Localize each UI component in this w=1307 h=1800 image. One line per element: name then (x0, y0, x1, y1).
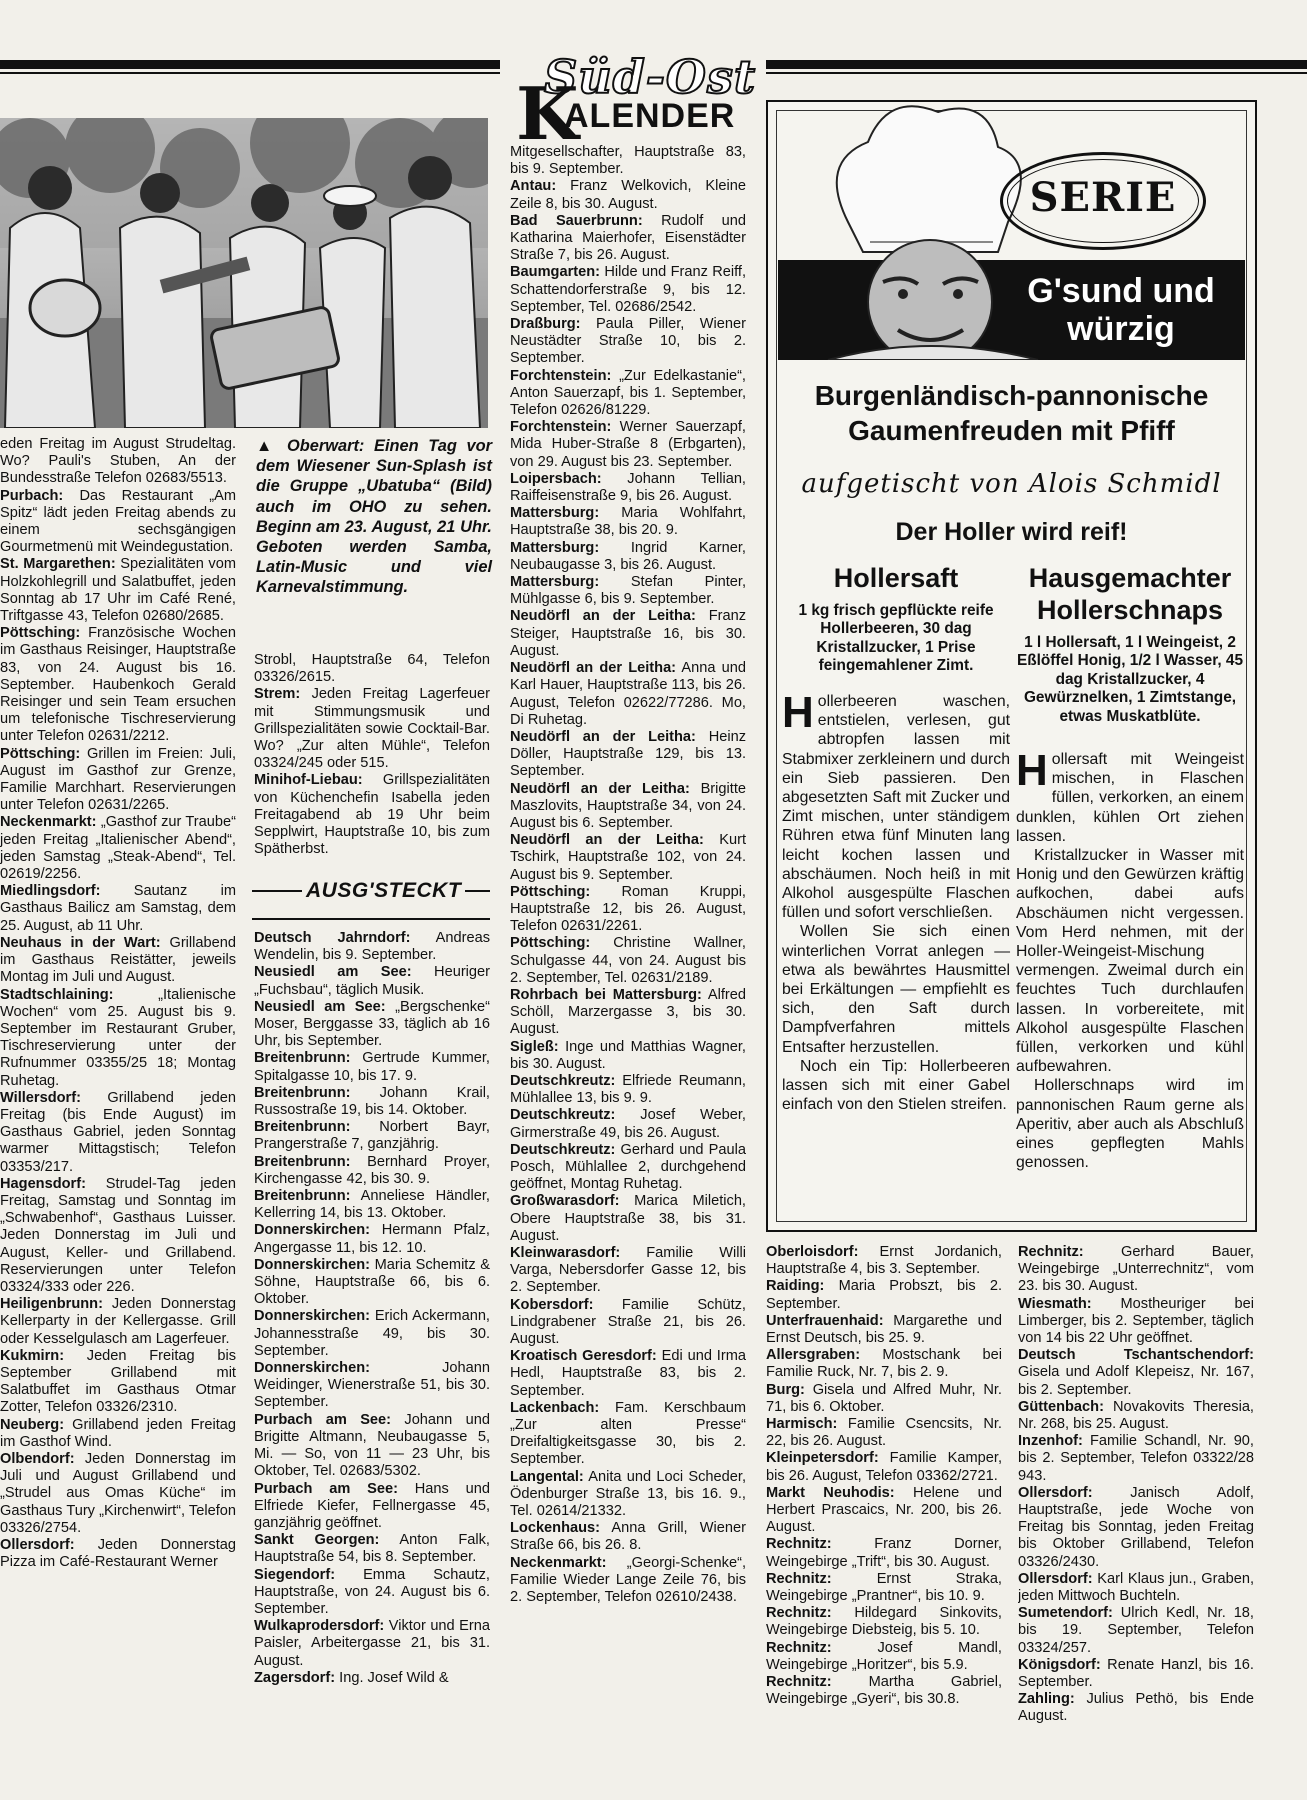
column-3-entry-24: Kleinwarasdorf: Familie Willi Varga, Nebersdorfer Gasse 12, bis 2. September. (510, 1245, 746, 1296)
column-3-entry-2: Bad Sauerbrunn: Rudolf und Katharina Maierhofer, Eisenstädter Straße 7, bis 26. August. (510, 212, 746, 264)
recipe-2-ingredients: 1 l Hollersaft, 1 l Weingeist, 2 Eßlöffel Honig, 1/2 l Wasser, 45 dag Kristallzucker, 4 Gewürznelken, 1 Zimtstange, etwas Muskatblüte. (1016, 634, 1244, 725)
column-1-entry-8: Stadtschlaining: „Italienische Wochen“ vom 25. August bis 9. September im Restaurant Gruber, Tischreservierung unter der Rufnummer 03355/25 18; Montag Ruhetag. (0, 986, 236, 1089)
column-1-entry-13: Neuberg: Grillabend jeden Freitag im Gasthof Wind. (0, 1416, 236, 1450)
column-2-lower-entry-11: Donnerskirchen: Johann Weidinger, Wienerstraße 51, bis 30. September. (254, 1360, 490, 1411)
photo-caption: ▲ Oberwart: Einen Tag vor dem Wiesener Sun-Splash ist die Gruppe „Ubatuba“ (Bild) auch im OHO zu sehen. Beginn am 23. August, 21 Uhr. Geboten werden Samba, Latin-Music und viel Karnevalstimmung. (256, 437, 492, 597)
column-5-entry-5: Ollersdorf: Janisch Adolf, Hauptstraße, jede Woche von Freitag bis Sonntag, jeden Freitag bis Oktober Grillabend, Telefon 03326/2430. (1018, 1484, 1254, 1570)
column-4-entry-3: Allersgraben: Mostschank bei Familie Ruck, Nr. 7, bis 2. 9. (766, 1347, 1002, 1381)
column-2-lower-entry-16: Wulkaprodersdorf: Viktor und Erna Paisler, Arbeitergasse 21, bis 31. August. (254, 1618, 490, 1669)
column-3-entry-0: Mitgesellschafter, Hauptstraße 83, bis 9. September. (510, 144, 746, 178)
column-4-entry-12: Rechnitz: Martha Gabriel, Weingebirge „Gyeri“, bis 30.8. (766, 1674, 1002, 1708)
recipe-2-title (1016, 562, 1244, 626)
column-2-lower (254, 930, 490, 1766)
recipe-2-title-line-1: Hausgemachter (1028, 563, 1232, 593)
column-3-entry-17: Pöttsching: Christine Wallner, Schulgasse 44, von 24. August bis 2. September, Tel. 02631/2189. (510, 935, 746, 986)
column-5-entry-8: Königsdorf: Renate Hanzl, bis 16. September. (1018, 1656, 1254, 1691)
masthead (504, 50, 762, 156)
band-photo (0, 118, 488, 428)
column-1 (0, 436, 236, 1766)
serie-headline (768, 378, 1255, 448)
column-2-lower-entry-12: Purbach am See: Johann und Brigitte Altmann, Neubaugasse 5, Mi. — So, von 11 — 23 Uhr, bis Oktober, Tel. 02683/5302. (254, 1411, 490, 1480)
column-4-entry-5: Harmisch: Familie Csencsits, Nr. 22, bis 26. August. (766, 1416, 1002, 1450)
column-1-entry-15: Ollersdorf: Jeden Donnerstag Pizza im Café-Restaurant Werner (0, 1537, 236, 1571)
column-1-entry-12: Kukmirn: Jeden Freitag bis September Grillabend mit Salatbuffet im Gasthaus Otmar Zotter, Telefon 03326/2310. (0, 1347, 236, 1416)
column-2-lower-entry-17: Zagersdorf: Ing. Josef Wild & (254, 1669, 449, 1686)
column-2-lower-entry-6: Breitenbrunn: Bernhard Proyer, Kirchengasse 42, bis 30. 9. (254, 1153, 490, 1187)
column-3-entry-15: Neudörfl an der Leitha: Kurt Tschirk, Hauptstraße 102, von 24. August bis 9. September. (510, 832, 746, 883)
column-1-entry-2: St. Margarethen: Spezialitäten vom Holzkohlegrill und Salatbuffet, jeden Sonntag ab 17 Uhr im Café René, Triftgasse 43, Telefon 02680/2685. (0, 556, 236, 625)
serie-headline-line-1: Burgenländisch-pannonische (814, 380, 1209, 411)
column-1-entry-4: Pöttsching: Grillen im Freien: Juli, August im Gasthof zur Grenze, Familie Marchhart. Reservierungen unter Telefon 02631/2265. (0, 745, 236, 814)
recipe-1-ingredients: 1 kg frisch gepflückte reife Hollerbeeren, 30 dag Kristallzucker, 1 Prise feingemahlener Zimt. (798, 602, 994, 675)
column-4-entry-6: Kleinpetersdorf: Familie Kamper, bis 26. August, Telefon 03362/2721. (766, 1450, 1002, 1484)
column-4-entry-2: Unterfrauenhaid: Margarethe und Ernst Deutsch, bis 25. 9. (766, 1312, 1002, 1347)
masthead-initial: K (516, 71, 579, 156)
column-3-entry-23: Großwarasdorf: Marica Miletich, Obere Hauptstraße 38, bis 31. August. (510, 1193, 746, 1244)
recipe-2-paragraph-1: Hollersaft mit Weingeist mischen, in Flaschen füllen, verkorken, an einem dunklen, kühlen Ort ziehen lassen. (1016, 746, 1244, 845)
column-3-entry-16: Pöttsching: Roman Kruppi, Hauptstraße 12, bis 26. August, Telefon 02631/2261. (510, 883, 746, 935)
column-2-lower-entry-1: Neusiedl am See: Heuriger „Fuchsbau“, täglich Musik. (254, 964, 490, 998)
serie-byline: aufgetischt von Alois Schmidl (801, 469, 1222, 499)
column-2-lower-entry-5: Breitenbrunn: Norbert Bayr, Prangerstraße 7, ganzjährig. (254, 1119, 490, 1153)
section-header-label: AUSG'STECKT (302, 876, 465, 906)
column-3-entry-22: Deutschkreutz: Gerhard und Paula Posch, Mühlallee 2, durchgehend geöffnet, Montag Ruhetag. (510, 1141, 746, 1193)
column-4-entry-7: Markt Neuhodis: Helene und Herbert Prascaics, Nr. 200, bis 26. August. (766, 1484, 1002, 1536)
column-2-upper-entry-2: Minihof-Liebau: Grillspezialitäten von Küchenchefin Isabella jeden Freitagabend ab 19 Uhr beim Sepplwirt, Hauptstraße 10, bis zum Spätherbst. (254, 772, 490, 858)
recipe-1-paragraph-1: Hollerbeeren waschen, entstielen, verlesen, gut abtropfen lassen mit Stabmixer zerkleinern und durch ein Sieb passieren. Den abgesetzten Saft mit Zucker und Zimt mischen, unter ständigem Rühren etwa fünf Minuten lang leicht kochen lassen und abschäumen. Noch heiß in mit Alkohol ausgespülte Flaschen füllen und sofort verschließen. (782, 688, 1010, 922)
column-3-entry-6: Forchtenstein: Werner Sauerzapf, Mida Huber-Straße 8 (Erbgarten), von 29. August bis 23. September. (510, 419, 746, 470)
column-2-lower-entry-10: Donnerskirchen: Erich Ackermann, Johannesstraße 49, bis 30. September. (254, 1308, 490, 1359)
column-1-entry-5: Neckenmarkt: „Gasthof zur Traube“ jeden Freitag „Italienischer Abend“, jeden Samstag „Steak-Abend“, Tel. 02619/2256. (0, 814, 236, 883)
column-5-entry-0: Rechnitz: Gerhard Bauer, Weingebirge „Unterrechnitz“, vom 23. bis 30. August. (1018, 1244, 1254, 1295)
column-2-lower-entry-14: Sankt Georgen: Anton Falk, Hauptstraße 54, bis 8. September. (254, 1532, 490, 1566)
column-3-entry-13: Neudörfl an der Leitha: Heinz Döller, Hauptstraße 129, bis 13. September. (510, 728, 746, 780)
column-3-entry-1: Antau: Franz Welkovich, Kleine Zeile 8, bis 30. August. (510, 178, 746, 212)
column-2-upper-entry-0: Strobl, Hauptstraße 64, Telefon 03326/2615. (254, 652, 490, 686)
column-4-entry-0: Oberloisdorf: Ernst Jordanich, Hauptstraße 4, bis 3. September. (766, 1244, 1002, 1278)
serie-subhead: Der Holler wird reif! (895, 518, 1128, 546)
column-2-lower-entry-4: Breitenbrunn: Johann Krail, Russostraße 19, bis 14. Oktober. (254, 1084, 490, 1119)
column-5-entry-2: Deutsch Tschantschendorf: Gisela und Adolf Klepeisz, Nr. 167, bis 2. September. (1018, 1347, 1254, 1398)
top-rule-left (0, 60, 500, 69)
serie-headline-line-2: Gaumenfreuden mit Pfiff (848, 415, 1175, 446)
column-1-entry-11: Heiligenbrunn: Jeden Donnerstag Kellerparty in der Kellergasse. Grill oder Kesselgulasch am Lagerfeuer. (0, 1296, 236, 1347)
masthead-script: Süd-Ost (544, 50, 757, 104)
column-2-lower-entry-3: Breitenbrunn: Gertrude Kummer, Spitalgasse 10, bis 17. 9. (254, 1050, 490, 1084)
column-2-lower-entry-7: Breitenbrunn: Anneliese Händler, Kellerring 14, bis 13. Oktober. (254, 1188, 490, 1222)
column-3-entry-19: Sigleß: Inge und Matthias Wagner, bis 30. August. (510, 1038, 746, 1072)
recipe-2-text (1016, 746, 1244, 1210)
column-5-entry-4: Inzenhof: Familie Schandl, Nr. 90, bis 2. September, Telefon 03322/28 943. (1018, 1433, 1254, 1484)
top-rule-right (766, 60, 1307, 69)
column-1-entry-1: Purbach: Das Restaurant „Am Spitz“ lädt jeden Freitag abends zu einem sechsgängigen Gourmetmenü mit Weindegustation. (0, 487, 236, 556)
column-5 (1018, 1244, 1254, 1764)
column-3-entry-14: Neudörfl an der Leitha: Brigitte Maszlovits, Hauptstraße 34, von 24. August bis 6. September. (510, 780, 746, 831)
column-4-entry-10: Rechnitz: Hildegard Sinkovits, Weingebirge Diebsteig, bis 5. 10. (766, 1605, 1002, 1639)
column-2-lower-entry-8: Donnerskirchen: Hermann Pfalz, Angergasse 11, bis 12. 10. (254, 1222, 490, 1256)
column-5-entry-7: Sumetendorf: Ulrich Kedl, Nr. 18, bis 19. September, Telefon 03324/257. (1018, 1605, 1254, 1656)
recipe-2-paragraph-3: Hollerschnaps wird im pannonischen Raum gerne als Aperitiv, aber auch als Abschluß eines gepflegten Mahls genossen. (1016, 1077, 1244, 1172)
recipe-2-title-line-2: Hollerschnaps (1036, 595, 1224, 625)
column-3-entry-25: Kobersdorf: Familie Schütz, Lindgrabener Straße 21, bis 26. August. (510, 1296, 746, 1348)
column-2-lower-entry-15: Siegendorf: Emma Schautz, Hauptstraße, von 24. August bis 6. September. (254, 1566, 490, 1617)
column-1-entry-14: Olbendorf: Jeden Donnerstag im Juli und August Grillabend und „Strudel aus Omas Küche“ im Gasthaus Tury „Kirchenwirt“, Telefon 03326/2754. (0, 1450, 236, 1536)
column-5-entry-1: Wiesmath: Mostheuriger bei Limberger, bis 2. September, täglich von 14 bis 22 Uhr geöffnet. (1018, 1295, 1254, 1347)
column-4-entry-11: Rechnitz: Josef Mandl, Weingebirge „Horitzer“, bis 5.9. (766, 1639, 1002, 1673)
column-4-entry-9: Rechnitz: Ernst Straka, Weingebirge „Prantner“, bis 10. 9. (766, 1570, 1002, 1605)
column-3-entry-11: Neudörfl an der Leitha: Franz Steiger, Hauptstraße 16, bis 30. August. (510, 608, 746, 659)
column-3-entry-30: Neckenmarkt: „Georgi-Schenke“, Familie Wieder Lange Zeile 76, bis 2. September, Telefon 02610/2438. (510, 1554, 746, 1606)
column-3-entry-26: Kroatisch Geresdorf: Edi und Irma Hedl, Hauptstraße 83, bis 2. September. (510, 1348, 746, 1399)
column-4 (766, 1244, 1002, 1764)
column-3-entry-12: Neudörfl an der Leitha: Anna und Karl Hauer, Hauptstraße 113, bis 26. August, Telefon 02622/77286. Mo, Di Ruhetag. (510, 660, 746, 728)
column-5-entry-9: Zahling: Julius Pethö, bis Ende August. (1018, 1691, 1254, 1725)
column-3 (510, 144, 746, 1766)
recipe-1-title: Hollersaft (833, 563, 959, 593)
column-3-entry-7: Loipersbach: Johann Tellian, Raiffeisenstraße 9, bis 26. August. (510, 470, 746, 505)
column-1-entry-9: Willersdorf: Grillabend jeden Freitag (bis Ende August) im Gasthaus Gabriel, jeden Sonntag warmer Mittagstisch; Telefon 03353/217. (0, 1089, 236, 1175)
recipe-1-paragraph-3: Noch ein Tip: Hollerbeeren lassen sich mit einer Gabel einfach von den Stielen streifen. (782, 1057, 1010, 1114)
column-5-entry-3: Güttenbach: Novakovits Theresia, Nr. 268, bis 25. August. (1018, 1398, 1254, 1433)
column-3-entry-29: Lockenhaus: Anna Grill, Wiener Straße 66, bis 26. 8. (510, 1520, 746, 1554)
column-3-entry-21: Deutschkreutz: Josef Weber, Girmerstraße 49, bis 26. August. (510, 1107, 746, 1141)
column-3-entry-28: Langental: Anita und Loci Scheder, Ödenburger Straße 13, bis 16. 9., Tel. 02614/21332. (510, 1468, 746, 1520)
column-1-entry-7: Neuhaus in der Wart: Grillabend im Gasthaus Reistätter, jeweils Montag im Juli und August. (0, 934, 236, 986)
column-2-lower-entry-13: Purbach am See: Hans und Elfriede Kiefer, Fellnergasse 45, ganzjährig geöffnet. (254, 1480, 490, 1531)
section-header-rule-bottom (252, 918, 490, 920)
column-1-entry-10: Hagensdorf: Strudel-Tag jeden Freitag, Samstag und Sonntag im „Schwabenhof“, Gasthaus Luisser. Jeden Donnerstag im Juli und August, Keller- und Grillabend. Reservierungen unter Telefon 03324/333 oder 226. (0, 1175, 236, 1295)
column-2-lower-entry-2: Neusiedl am See: „Bergschenke“ Moser, Berggasse 33, täglich ab 16 Uhr, bis September. (254, 998, 490, 1050)
column-3-entry-4: Draßburg: Paula Piller, Wiener Neustädter Straße 10, bis 2. September. (510, 316, 746, 367)
serie-badge-text: SERIE (1029, 174, 1177, 221)
column-5-entry-6: Ollersdorf: Karl Klaus jun., Graben, jeden Mittwoch Buchteln. (1018, 1570, 1254, 1605)
column-3-entry-5: Forchtenstein: „Zur Edelkastanie“, Anton Sauerzapf, bis 1. September, Telefon 02626/81229. (510, 367, 746, 419)
recipe-1-drop-cap: H (782, 688, 814, 737)
column-3-entry-3: Baumgarten: Hilde und Franz Reiff, Schattendorferstraße 9, bis 12. September, Tel. 02686/2542. (510, 264, 746, 315)
column-2-lower-entry-9: Donnerskirchen: Maria Schemitz & Söhne, Hauptstraße 66, bis 6. Oktober. (254, 1256, 490, 1308)
column-3-entry-27: Lackenbach: Fam. Kerschbaum „Zur alten Presse“ Dreifaltigkeitsgasse 30, bis 2. September. (510, 1399, 746, 1468)
column-3-entry-10: Mattersburg: Stefan Pinter, Mühlgasse 6, bis 9. September. (510, 574, 746, 608)
masthead-kalender: ALENDER (564, 97, 736, 135)
column-4-entry-4: Burg: Gisela und Alfred Muhr, Nr. 71, bis 6. Oktober. (766, 1381, 1002, 1415)
serie-recipe-box (766, 100, 1257, 1232)
column-4-entry-8: Rechnitz: Franz Dorner, Weingebirge „Trift“, bis 30. August. (766, 1536, 1002, 1570)
recipe-2-drop-cap: H (1016, 746, 1048, 795)
recipe-1-paragraph-2: Wollen Sie sich einen winterlichen Vorrat anlegen — etwa als bewährtes Hausmittel bei Erkältungen — empfiehlt es sich, den Saft durch Dampfverfahren mittels Entsafter herzustellen. (782, 923, 1010, 1056)
recipe-2-paragraph-2: Kristallzucker in Wasser mit Honig und den Gewürzen kräftig aufkochen, dabei aufs Abschäumen nicht vergessen. Vom Herd nehmen, mit der Holler-Weingeist-Mischung vermengen. Zweimal durch ein feuchtes Tuch durchlaufen lassen. In vorbereitete, mit Alkohol ausgespülte Flaschen füllen, verkorken und kühl aufbewahren. (1016, 847, 1244, 1076)
column-1-entry-3: Pöttsching: Französische Wochen im Gasthaus Reisinger, Hauptstraße 83, von 24. August bis 16. September. Haubenkoch Gerald Reisinger und sein Team ersuchen um telefonische Tischreservierung unter Telefon 02631/2212. (0, 625, 236, 745)
column-3-entry-18: Rohrbach bei Mattersburg: Alfred Schöll, Marzergasse 3, bis 30. August. (510, 986, 746, 1038)
serie-badge (1000, 152, 1206, 250)
column-1-entry-6: Miedlingsdorf: Sautanz im Gasthaus Bailicz am Samstag, dem 25. August, ab 11 Uhr. (0, 883, 236, 934)
column-3-entry-20: Deutschkreutz: Elfriede Reumann, Mühlallee 13, bis 9. 9. (510, 1072, 746, 1107)
column-2-lower-entry-0: Deutsch Jahrndorf: Andreas Wendelin, bis 9. September. (254, 930, 490, 964)
column-3-entry-8: Mattersburg: Maria Wohlfahrt, Hauptstraße 38, bis 20. 9. (510, 505, 746, 539)
column-1-entry-0: eden Freitag im August Strudeltag. Wo? Pauli's Stuben, An der Bundesstraße Telefon 02683/5513. (0, 436, 236, 487)
column-4-entry-1: Raiding: Maria Probszt, bis 2. September. (766, 1278, 1002, 1312)
column-3-entry-9: Mattersburg: Ingrid Karner, Neubaugasse 3, bis 26. August. (510, 539, 746, 573)
column-2-upper-entry-1: Strem: Jeden Freitag Lagerfeuer mit Stimmungsmusik und Grillspezialitäten sowie Cocktail-Bar. Wo? „Zur alten Mühle“, Telefon 03324/245 oder 515. (254, 686, 490, 772)
serie-banner-title: G'sund und würzig (1027, 272, 1215, 348)
recipe-1-text (782, 688, 1010, 1202)
column-2-upper (254, 652, 490, 862)
section-header-ausgsteckt (252, 876, 490, 920)
